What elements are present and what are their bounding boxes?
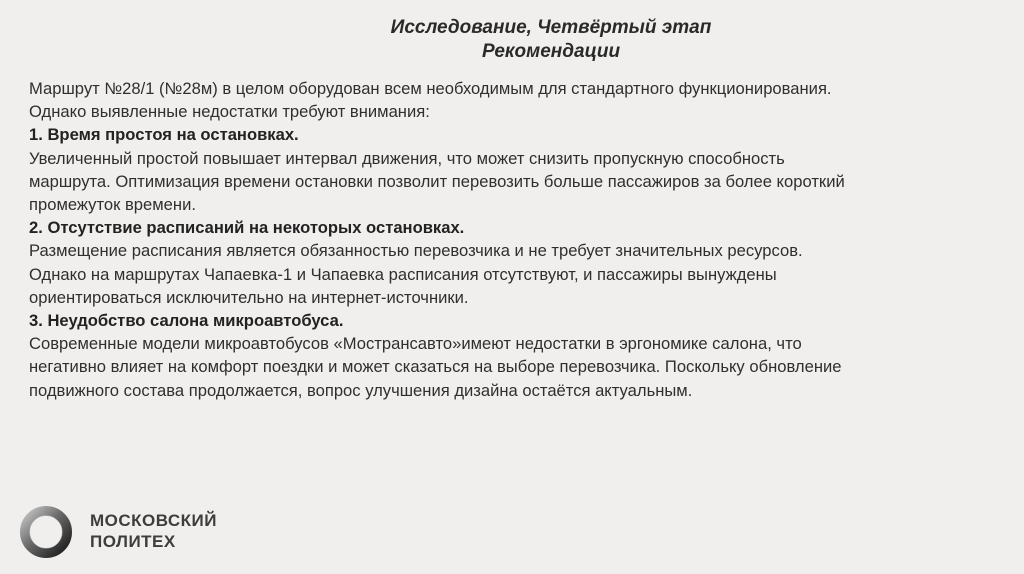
section-1-line-2: маршрута. Оптимизация времени остановки позволит перевозить больше пассажиров за более короткий (29, 171, 845, 191)
intro-line-2: Однако выявленные недостатки требуют внимания: (29, 102, 430, 122)
section-2-line-1: Размещение расписания является обязанностью перевозчика и не требует значительных ресурсов. (29, 241, 803, 261)
section-2-line-2: Однако на маршрутах Чапаевка-1 и Чапаевка расписания отсутствуют, и пассажиры вынуждены (29, 264, 777, 284)
section-3-line-2: негативно влияет на комфорт поездки и может сказаться на выборе перевозчика. Поскольку обновление (29, 357, 842, 377)
section-1-line-1: Увеличенный простой повышает интервал движения, что может снизить пропускную способность (29, 148, 785, 168)
section-3-line-1: Современные модели микроавтобусов «Мострансавто»имеют недостатки в эргономике салона, что (29, 334, 802, 354)
section-2-line-3: ориентироваться исключительно на интернет-источники. (29, 287, 469, 307)
logo-wordmark-line-1: МОСКОВСКИЙ (90, 511, 217, 530)
section-3-line-3: подвижного состава продолжается, вопрос улучшения дизайна остаётся актуальным. (29, 380, 693, 400)
slide-title-line-1: Исследование, Четвёртый этап (390, 17, 712, 38)
moscow-polytech-logo-icon (17, 503, 75, 561)
intro-line-1: Маршрут №28/1 (№28м) в целом оборудован всем необходимым для стандартного функционирования. (29, 79, 832, 98)
slide-title-line-2: Рекомендации (481, 41, 621, 62)
logo-wordmark-line-2: ПОЛИТЕХ (90, 532, 176, 551)
section-3-heading: 3. Неудобство салона микроавтобуса. (29, 311, 344, 331)
section-1-line-3: промежуток времени. (29, 195, 196, 215)
section-1-heading: 1. Время простоя на остановках. (29, 125, 299, 145)
slide-title (0, 16, 1024, 64)
slide-body (29, 77, 1004, 402)
logo-wordmark (90, 510, 217, 552)
section-2-heading: 2. Отсутствие расписаний на некоторых остановках. (29, 218, 465, 238)
